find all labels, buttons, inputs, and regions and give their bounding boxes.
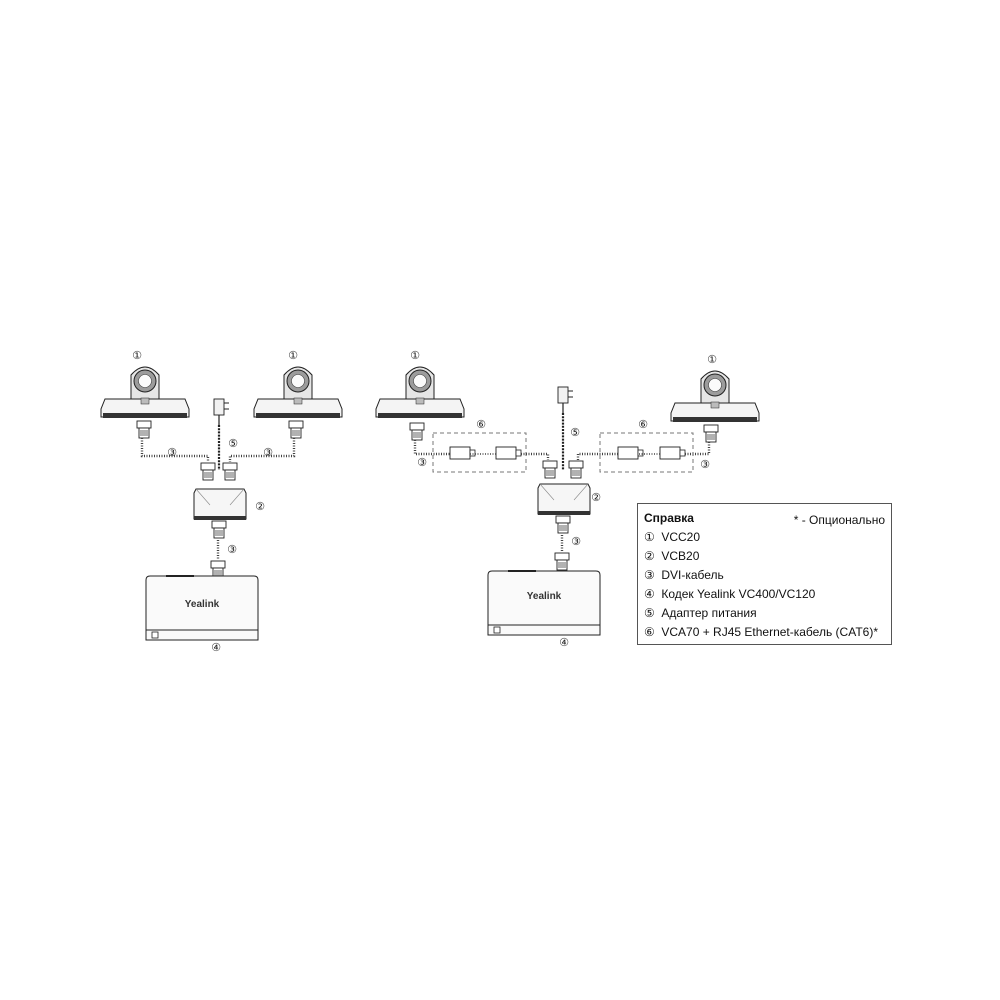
left-cable-c-marker: ③ [227,543,237,556]
left-hub-connector-a [201,463,215,480]
left-hub-out-connector [212,521,226,538]
right-hub-connector-b [569,461,583,478]
legend-item-label: Адаптер питания [661,606,757,620]
right-power-adapter [558,387,573,413]
legend [637,503,892,645]
right-extender-a-marker: ⑥ [476,418,486,431]
legend-item [644,530,700,544]
right-hub-out-connector [556,516,570,533]
right-power-marker: ⑤ [570,426,580,439]
left-camera-a-connector [137,421,151,438]
left-camera-b-marker: ① [288,349,298,362]
legend-item-marker: ① [644,530,655,544]
left-camera-a [101,367,189,418]
right-camera-b-connector [704,425,718,442]
legend-item-marker: ⑤ [644,606,655,620]
left-cable-b-marker: ③ [263,446,273,459]
right-extender-b-tx [618,447,643,459]
right-cable-c-marker: ③ [571,535,581,548]
legend-item [644,606,757,620]
legend-item [644,625,878,639]
left-hub-connector-b [223,463,237,480]
right-cable-b-marker: ③ [700,458,710,471]
right-hub [538,484,590,515]
legend-item [644,568,724,582]
legend-item-label: VCA70 + RJ45 Ethernet-кабель (CAT6)* [661,625,878,639]
right-camera-a-marker: ① [410,349,420,362]
right-hub-marker: ② [591,491,601,504]
left-power-adapter [214,399,229,425]
right-camera-a-connector [410,423,424,440]
left-codec-connector [211,561,225,578]
right-cable-a-marker: ③ [417,456,427,469]
right-codec [488,571,600,635]
legend-item [644,587,815,601]
right-codec-connector [555,553,569,570]
left-codec-marker: ④ [211,641,221,654]
left-camera-a-marker: ① [132,349,142,362]
legend-item-marker: ③ [644,568,655,582]
right-camera-b [671,371,759,422]
right-extender-b-marker: ⑥ [638,418,648,431]
legend-item-label: DVI-кабель [661,568,724,582]
right-codec-brand: Yealink [526,591,562,602]
right-codec-marker: ④ [559,636,569,649]
legend-item-marker: ④ [644,587,655,601]
legend-item-label: Кодек Yealink VC400/VC120 [661,587,816,601]
right-hub-connector-a [543,461,557,478]
left-codec-brand: Yealink [184,599,220,610]
left-hub [194,489,246,520]
right-camera-a [376,367,464,418]
right-camera-b-marker: ① [707,353,717,366]
legend-title: Справка [644,511,694,525]
left-camera-b [254,367,342,418]
legend-optional-note: * - Опционально [793,513,885,527]
legend-item-marker: ⑥ [644,625,655,639]
left-camera-b-connector [289,421,303,438]
legend-item [644,549,699,563]
legend-item-marker: ② [644,549,655,563]
left-power-marker: ⑤ [228,437,238,450]
left-cable-a-marker: ③ [167,446,177,459]
right-extender-a-tx [450,447,475,459]
legend-item-label: VCB20 [661,549,700,563]
right-extender-b-rx [660,447,685,459]
right-extender-a-rx [496,447,521,459]
left-hub-marker: ② [255,500,265,513]
left-setup [101,349,342,654]
legend-item-label: VCC20 [661,530,701,544]
